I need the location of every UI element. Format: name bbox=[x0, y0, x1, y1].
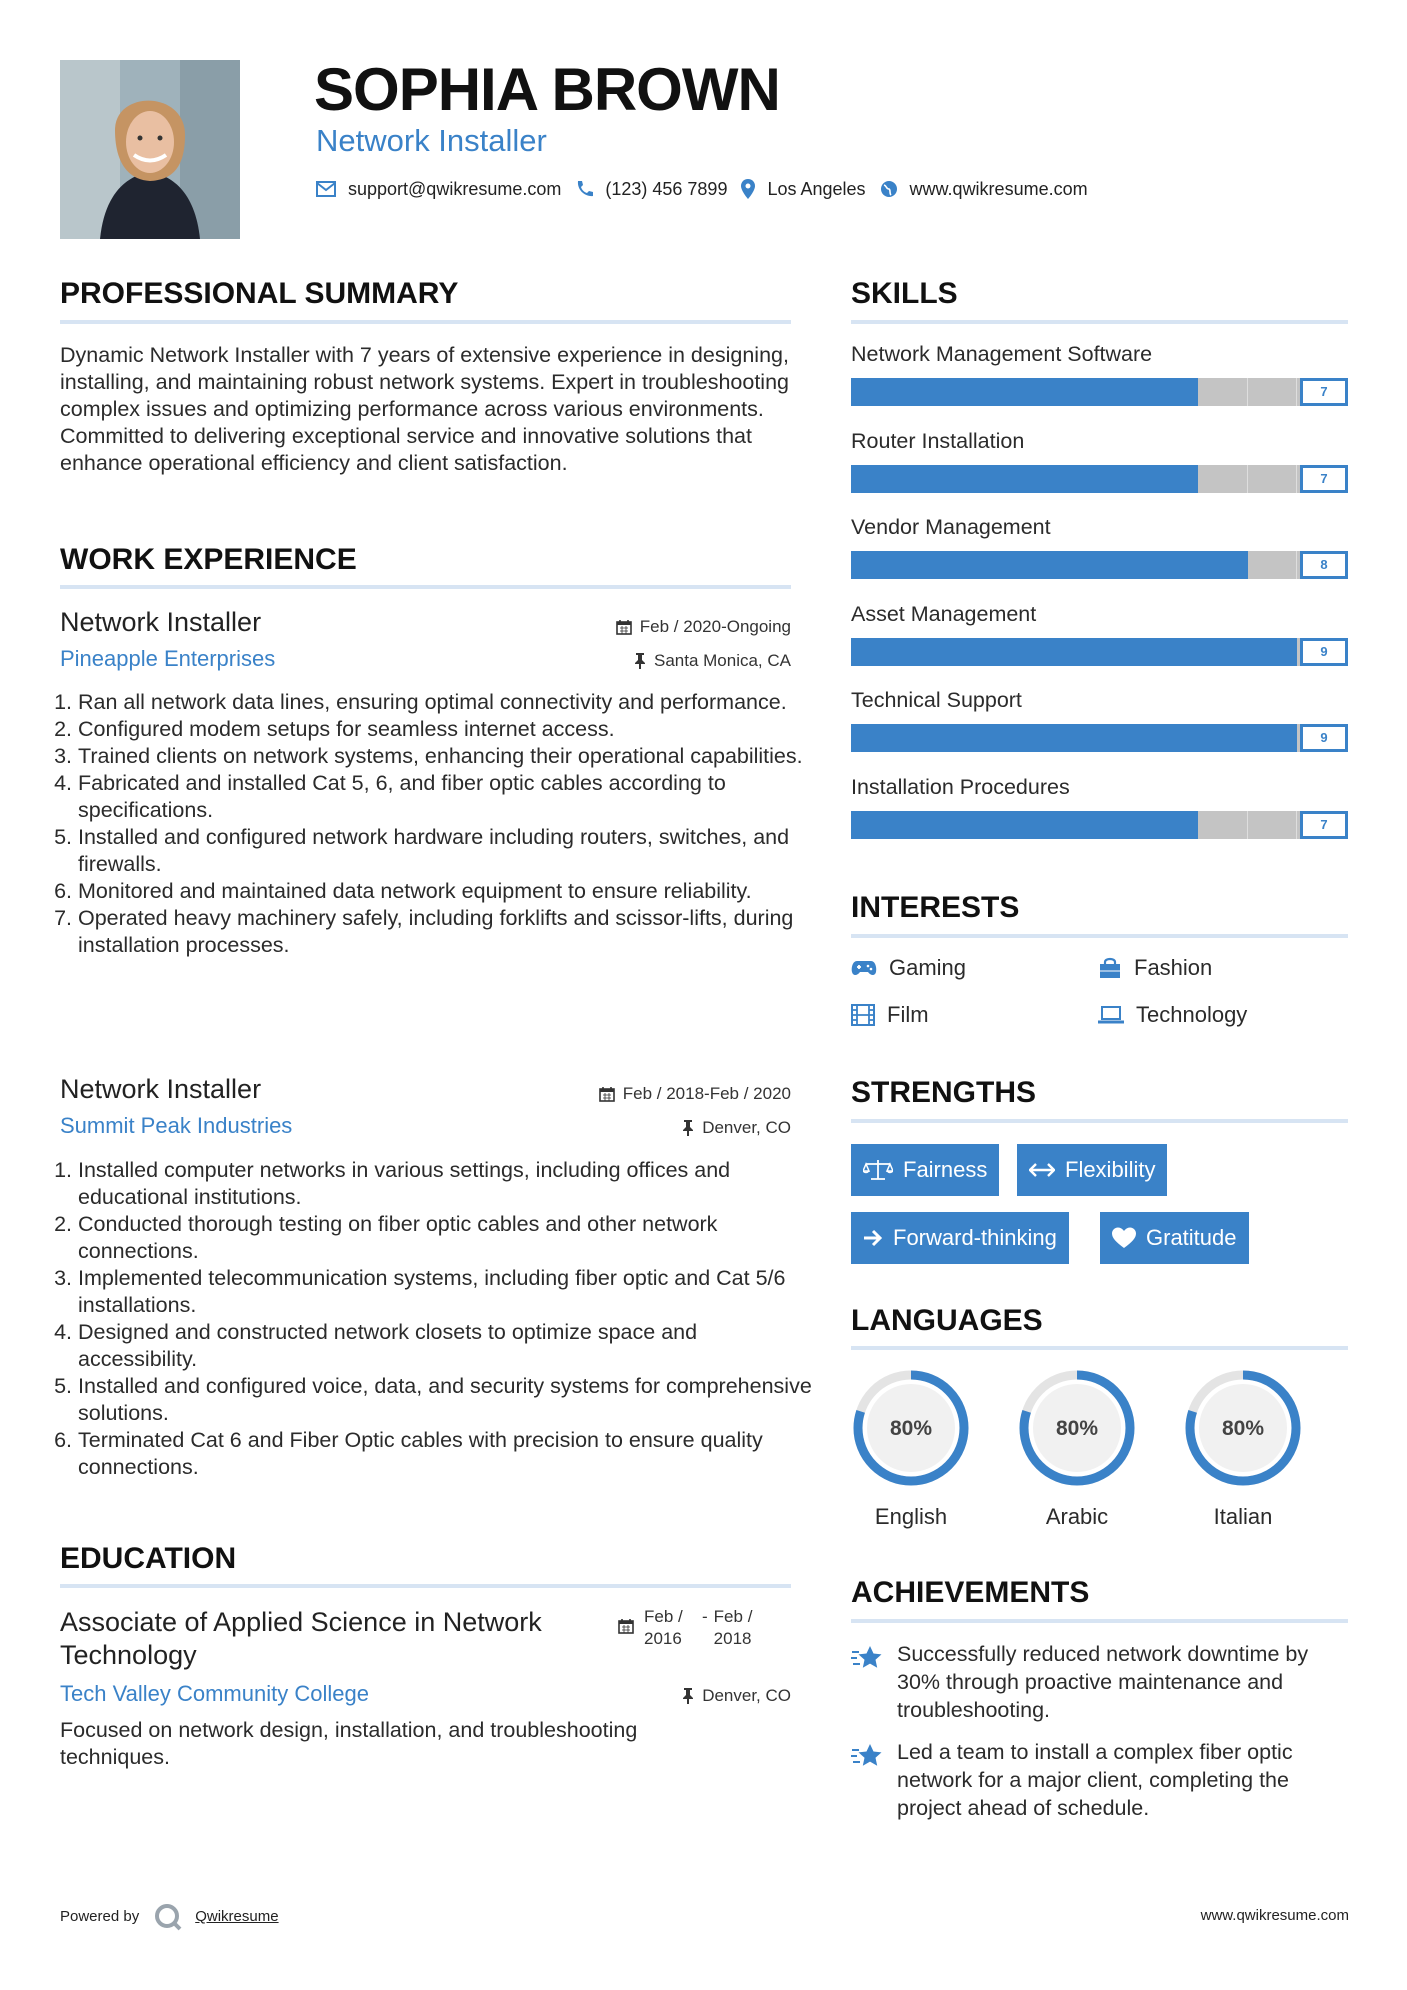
skills-divider bbox=[851, 320, 1348, 324]
skill-label: Installation Procedures bbox=[851, 774, 1070, 799]
skill-bar-segment-filled bbox=[1049, 378, 1099, 406]
skill-item bbox=[851, 427, 1348, 514]
job-2-bullet: 5. Installed and configured voice, data, and security systems for comprehensive solutions. bbox=[78, 1373, 813, 1427]
skill-bar-segment-filled bbox=[901, 378, 951, 406]
skill-bar-segment-filled bbox=[1099, 551, 1149, 579]
work-heading: WORK EXPERIENCE bbox=[60, 543, 357, 576]
interest-technology bbox=[1098, 1001, 1247, 1029]
skill-bar-segment-filled bbox=[950, 724, 1000, 752]
skill-bar-segment-filled bbox=[1149, 811, 1199, 839]
job-1-bullet: 1. Ran all network data lines, ensuring optimal connectivity and performance. bbox=[78, 689, 813, 716]
contact-email-text: support@qwikresume.com bbox=[348, 179, 562, 199]
education-location-text: Denver, CO bbox=[702, 1686, 791, 1705]
skills-list bbox=[851, 340, 1348, 859]
strength-label: Fairness bbox=[903, 1157, 988, 1182]
job-1-company: Pineapple Enterprises bbox=[60, 646, 276, 671]
skill-item bbox=[851, 340, 1348, 427]
job-1-bullet: 3. Trained clients on network systems, enhancing their operational capabilities. bbox=[78, 743, 813, 770]
education-description: Focused on network design, installation, and troubleshooting techniques. bbox=[60, 1718, 638, 1769]
skill-bar-segment-filled bbox=[950, 465, 1000, 493]
strength-label: Forward-thinking bbox=[893, 1225, 1057, 1250]
job-2-bullet: 2. Conducted thorough testing on fiber optic cables and other network connections. bbox=[78, 1211, 813, 1265]
language-percent: 80% bbox=[889, 1417, 933, 1440]
calendar-icon bbox=[599, 1086, 615, 1102]
globe-icon bbox=[880, 180, 898, 198]
job-1-bullet: 7. Operated heavy machinery safely, including forklifts and scissor-lifts, during installation processes. bbox=[78, 905, 813, 959]
skill-bar-segment-filled bbox=[851, 811, 901, 839]
summary-heading: PROFESSIONAL SUMMARY bbox=[60, 277, 459, 310]
interests-divider bbox=[851, 934, 1348, 938]
job-2-bullet: 4. Designed and constructed network closets to optimize space and accessibility. bbox=[78, 1319, 813, 1373]
job-1-bullet: 6. Monitored and maintained data network equipment to ensure reliability. bbox=[78, 878, 813, 905]
education-end: Feb / 2018 bbox=[713, 1607, 753, 1648]
skill-bar-segment-filled bbox=[1149, 378, 1199, 406]
skill-bar-segment-filled bbox=[851, 378, 901, 406]
footer-website[interactable]: www.qwikresume.com bbox=[1200, 1907, 1349, 1924]
profile-photo-image bbox=[60, 60, 240, 239]
strength-chip-forward-thinking bbox=[851, 1212, 1069, 1264]
work-divider bbox=[60, 585, 791, 589]
skill-label: Vendor Management bbox=[851, 515, 1051, 539]
contact-bar bbox=[316, 177, 1102, 201]
strengths-divider bbox=[851, 1119, 1348, 1123]
skill-bar-segment-filled bbox=[950, 378, 1000, 406]
job-2-bullets bbox=[60, 1157, 813, 1481]
skill-bar-segment-filled bbox=[1099, 378, 1149, 406]
footer-powered-by bbox=[60, 1902, 279, 1932]
skill-bar-segment-filled bbox=[1049, 811, 1099, 839]
achievements-heading: ACHIEVEMENTS bbox=[851, 1576, 1090, 1609]
language-ring bbox=[1015, 1366, 1139, 1490]
contact-phone-text: (123) 456 7899 bbox=[605, 179, 728, 199]
skill-bar-segment-filled bbox=[1248, 638, 1298, 666]
interest-label: Gaming bbox=[889, 955, 967, 980]
skill-bar-segment-filled bbox=[851, 638, 901, 666]
school-name: Tech Valley Community College bbox=[60, 1681, 369, 1706]
skill-score: 7 bbox=[1300, 465, 1348, 493]
job-1-title: Network Installer bbox=[60, 607, 262, 637]
language-item bbox=[849, 1366, 973, 1531]
star-badge-icon bbox=[851, 1742, 883, 1770]
strength-chip-gratitude bbox=[1100, 1212, 1249, 1264]
pushpin-icon bbox=[634, 653, 646, 669]
skill-score: 9 bbox=[1300, 638, 1348, 666]
job-2-location bbox=[682, 1117, 791, 1139]
skill-bar-segment-filled bbox=[1000, 811, 1050, 839]
skill-bar-segment-filled bbox=[1099, 465, 1149, 493]
skill-bar-segment-filled bbox=[851, 551, 901, 579]
skill-bar-segment-empty bbox=[1198, 811, 1248, 839]
skill-bar-segment-filled bbox=[1198, 638, 1248, 666]
language-item bbox=[1015, 1366, 1139, 1531]
pushpin-icon bbox=[682, 1688, 694, 1704]
skill-bar-segment-filled bbox=[1149, 638, 1199, 666]
job-2-bullet: 3. Implemented telecommunication systems, including fiber optic and Cat 5/6 installations. bbox=[78, 1265, 813, 1319]
education-dates bbox=[618, 1606, 766, 1650]
skill-bar-segment-filled bbox=[1198, 551, 1248, 579]
skill-bar-segment-filled bbox=[901, 638, 951, 666]
profile-photo bbox=[60, 60, 240, 239]
contact-website-text: www.qwikresume.com bbox=[909, 179, 1088, 199]
languages-heading: LANGUAGES bbox=[851, 1304, 1043, 1337]
skill-bar-segment-filled bbox=[1000, 465, 1050, 493]
film-icon bbox=[851, 1004, 875, 1026]
skill-bar-segment-filled bbox=[1049, 638, 1099, 666]
interest-label: Film bbox=[887, 1002, 929, 1027]
skill-bar-segment-filled bbox=[1000, 378, 1050, 406]
skill-label: Asset Management bbox=[851, 601, 1037, 626]
interest-label: Technology bbox=[1136, 1002, 1248, 1027]
skill-bar bbox=[851, 551, 1348, 579]
skill-score: 7 bbox=[1300, 378, 1348, 406]
summary-divider bbox=[60, 320, 791, 324]
calendar-icon bbox=[618, 1618, 634, 1634]
strength-chip-flexibility bbox=[1017, 1144, 1167, 1196]
skill-score: 7 bbox=[1300, 811, 1348, 839]
job-1-bullets bbox=[60, 689, 813, 959]
skill-bar-segment-filled bbox=[851, 724, 901, 752]
interests-heading: INTERESTS bbox=[851, 891, 1020, 924]
shopping-bag-icon bbox=[1098, 957, 1122, 979]
pushpin-icon bbox=[682, 1120, 694, 1136]
arrow-right-icon bbox=[863, 1229, 883, 1247]
skill-bar-segment-filled bbox=[901, 724, 951, 752]
skill-bar-segment-filled bbox=[950, 811, 1000, 839]
achievements-divider bbox=[851, 1619, 1348, 1623]
job-1-bullet: 2. Configured modem setups for seamless internet access. bbox=[78, 716, 813, 743]
interest-label: Fashion bbox=[1134, 955, 1213, 980]
job-2-location-text: Denver, CO bbox=[702, 1118, 791, 1137]
skills-heading: SKILLS bbox=[851, 277, 958, 310]
education-heading: EDUCATION bbox=[60, 1542, 237, 1575]
candidate-role: Network Installer bbox=[316, 123, 547, 158]
skill-bar-segment-filled bbox=[1000, 551, 1050, 579]
language-name: Arabic bbox=[1045, 1504, 1109, 1529]
job-1-bullet: 4. Fabricated and installed Cat 5, 6, and fiber optic cables according to specifications. bbox=[78, 770, 813, 824]
language-percent: 80% bbox=[1221, 1417, 1265, 1440]
star-badge-icon bbox=[851, 1644, 883, 1672]
gamepad-icon bbox=[851, 959, 877, 977]
phone-icon bbox=[575, 180, 593, 198]
skill-bar-segment-filled bbox=[1149, 724, 1199, 752]
skill-bar-segment-empty bbox=[1198, 465, 1248, 493]
qwikresume-logo-icon bbox=[153, 1902, 183, 1932]
summary-text: Dynamic Network Installer with 7 years of extensive experience in designing, installing, and maintaining robust network systems. Expert in troubleshooting complex issues and optimizing performance across various environments. Committed to delivering exceptional service and innovative solutions that enhance operational efficiency and client satisfaction. bbox=[60, 343, 789, 475]
job-1-date bbox=[616, 616, 791, 638]
skill-bar-segment-filled bbox=[1049, 465, 1099, 493]
job-1-date-text: Feb / 2020-Ongoing bbox=[639, 617, 791, 636]
skill-item bbox=[851, 600, 1348, 687]
skill-bar-segment-empty bbox=[1248, 465, 1298, 493]
skill-bar-segment-empty bbox=[1248, 551, 1298, 579]
contact-email[interactable] bbox=[316, 177, 561, 201]
balance-scale-icon bbox=[863, 1159, 893, 1181]
skill-bar-segment-filled bbox=[950, 551, 1000, 579]
skill-bar-segment-filled bbox=[851, 465, 901, 493]
languages-divider bbox=[851, 1346, 1348, 1350]
skill-item bbox=[851, 686, 1348, 773]
skill-bar bbox=[851, 378, 1348, 406]
skill-bar-segment-empty bbox=[1248, 811, 1298, 839]
skill-score: 9 bbox=[1300, 724, 1348, 752]
skill-bar bbox=[851, 465, 1348, 493]
skill-bar bbox=[851, 724, 1348, 752]
job-1-bullet: 5. Installed and configured network hardware including routers, switches, and firewalls. bbox=[78, 824, 813, 878]
qwikresume-link[interactable]: Qwikresume bbox=[195, 1908, 279, 1925]
languages-list bbox=[849, 1366, 1349, 1531]
education-location bbox=[682, 1685, 791, 1707]
contact-location-text: Los Angeles bbox=[767, 179, 866, 199]
strength-label: Gratitude bbox=[1146, 1225, 1237, 1250]
skill-bar-segment-filled bbox=[1099, 638, 1149, 666]
map-marker-icon bbox=[741, 179, 755, 199]
interest-fashion bbox=[1098, 954, 1212, 982]
language-ring bbox=[1181, 1366, 1305, 1490]
skill-label: Router Installation bbox=[851, 428, 1025, 453]
skill-bar-segment-filled bbox=[1198, 724, 1248, 752]
interest-gaming bbox=[851, 954, 966, 982]
job-1-location-text: Santa Monica, CA bbox=[653, 651, 791, 670]
skill-bar-segment-filled bbox=[1049, 551, 1099, 579]
skill-bar-segment-empty bbox=[1198, 378, 1248, 406]
strength-label: Flexibility bbox=[1065, 1157, 1156, 1182]
job-2-bullet: 1. Installed computer networks in various settings, including offices and educational institutions. bbox=[78, 1157, 813, 1211]
strengths-heading: STRENGTHS bbox=[851, 1076, 1037, 1109]
achievement-item bbox=[851, 1738, 1348, 1822]
heart-icon bbox=[1112, 1227, 1136, 1249]
skill-bar-segment-filled bbox=[901, 811, 951, 839]
contact-location bbox=[741, 177, 865, 201]
skill-label: Technical Support bbox=[851, 688, 1022, 712]
envelope-icon bbox=[316, 181, 336, 197]
achievement-text: Successfully reduced network downtime by 30% through proactive maintenance and troubleshooting. bbox=[897, 1642, 1309, 1722]
degree-title: Associate of Applied Science in Network Technology bbox=[60, 1607, 542, 1670]
language-ring bbox=[849, 1366, 973, 1490]
interest-film bbox=[851, 1001, 929, 1029]
job-2-company: Summit Peak Industries bbox=[60, 1113, 293, 1138]
skill-item bbox=[851, 773, 1348, 860]
education-start: Feb / 2016 bbox=[644, 1607, 683, 1648]
skill-bar-segment-empty bbox=[1248, 378, 1298, 406]
language-item bbox=[1181, 1366, 1305, 1531]
skill-bar-segment-filled bbox=[1248, 724, 1298, 752]
candidate-name: SOPHIA BROWN bbox=[314, 56, 780, 123]
skill-bar-segment-filled bbox=[1049, 724, 1099, 752]
contact-website[interactable] bbox=[880, 177, 1088, 201]
calendar-icon bbox=[616, 619, 632, 635]
education-divider bbox=[60, 1584, 791, 1588]
skill-item bbox=[851, 513, 1348, 600]
skill-bar-segment-filled bbox=[901, 465, 951, 493]
job-2-date bbox=[599, 1083, 791, 1105]
skill-score: 8 bbox=[1300, 551, 1348, 579]
skill-bar-segment-filled bbox=[1149, 465, 1199, 493]
education-date-dash: - bbox=[702, 1607, 708, 1626]
skill-bar-segment-filled bbox=[1149, 551, 1199, 579]
job-2-bullet: 6. Terminated Cat 6 and Fiber Optic cables with precision to ensure quality connections. bbox=[78, 1427, 813, 1481]
skill-bar bbox=[851, 811, 1348, 839]
skill-bar-segment-filled bbox=[901, 551, 951, 579]
skill-bar-segment-filled bbox=[1099, 811, 1149, 839]
job-2-date-text: Feb / 2018-Feb / 2020 bbox=[622, 1084, 791, 1103]
achievement-text: Led a team to install a complex fiber optic network for a major client, completing the project ahead of schedule. bbox=[897, 1740, 1293, 1820]
achievement-item bbox=[851, 1640, 1348, 1724]
skill-bar-segment-filled bbox=[1099, 724, 1149, 752]
laptop-icon bbox=[1098, 1006, 1124, 1024]
language-name: Italian bbox=[1213, 1504, 1273, 1529]
skill-label: Network Management Software bbox=[851, 342, 1153, 366]
skill-bar-segment-filled bbox=[1000, 724, 1050, 752]
language-name: English bbox=[874, 1504, 948, 1529]
job-2-title: Network Installer bbox=[60, 1074, 262, 1104]
skill-bar-segment-filled bbox=[950, 638, 1000, 666]
contact-phone[interactable] bbox=[575, 177, 727, 201]
powered-by-label: Powered by bbox=[60, 1908, 140, 1925]
language-percent: 80% bbox=[1055, 1417, 1099, 1440]
strength-chip-fairness bbox=[851, 1144, 999, 1196]
skill-bar bbox=[851, 638, 1348, 666]
job-1-location bbox=[634, 650, 791, 672]
skill-bar-segment-filled bbox=[1000, 638, 1050, 666]
arrows-horizontal-icon bbox=[1029, 1163, 1055, 1177]
